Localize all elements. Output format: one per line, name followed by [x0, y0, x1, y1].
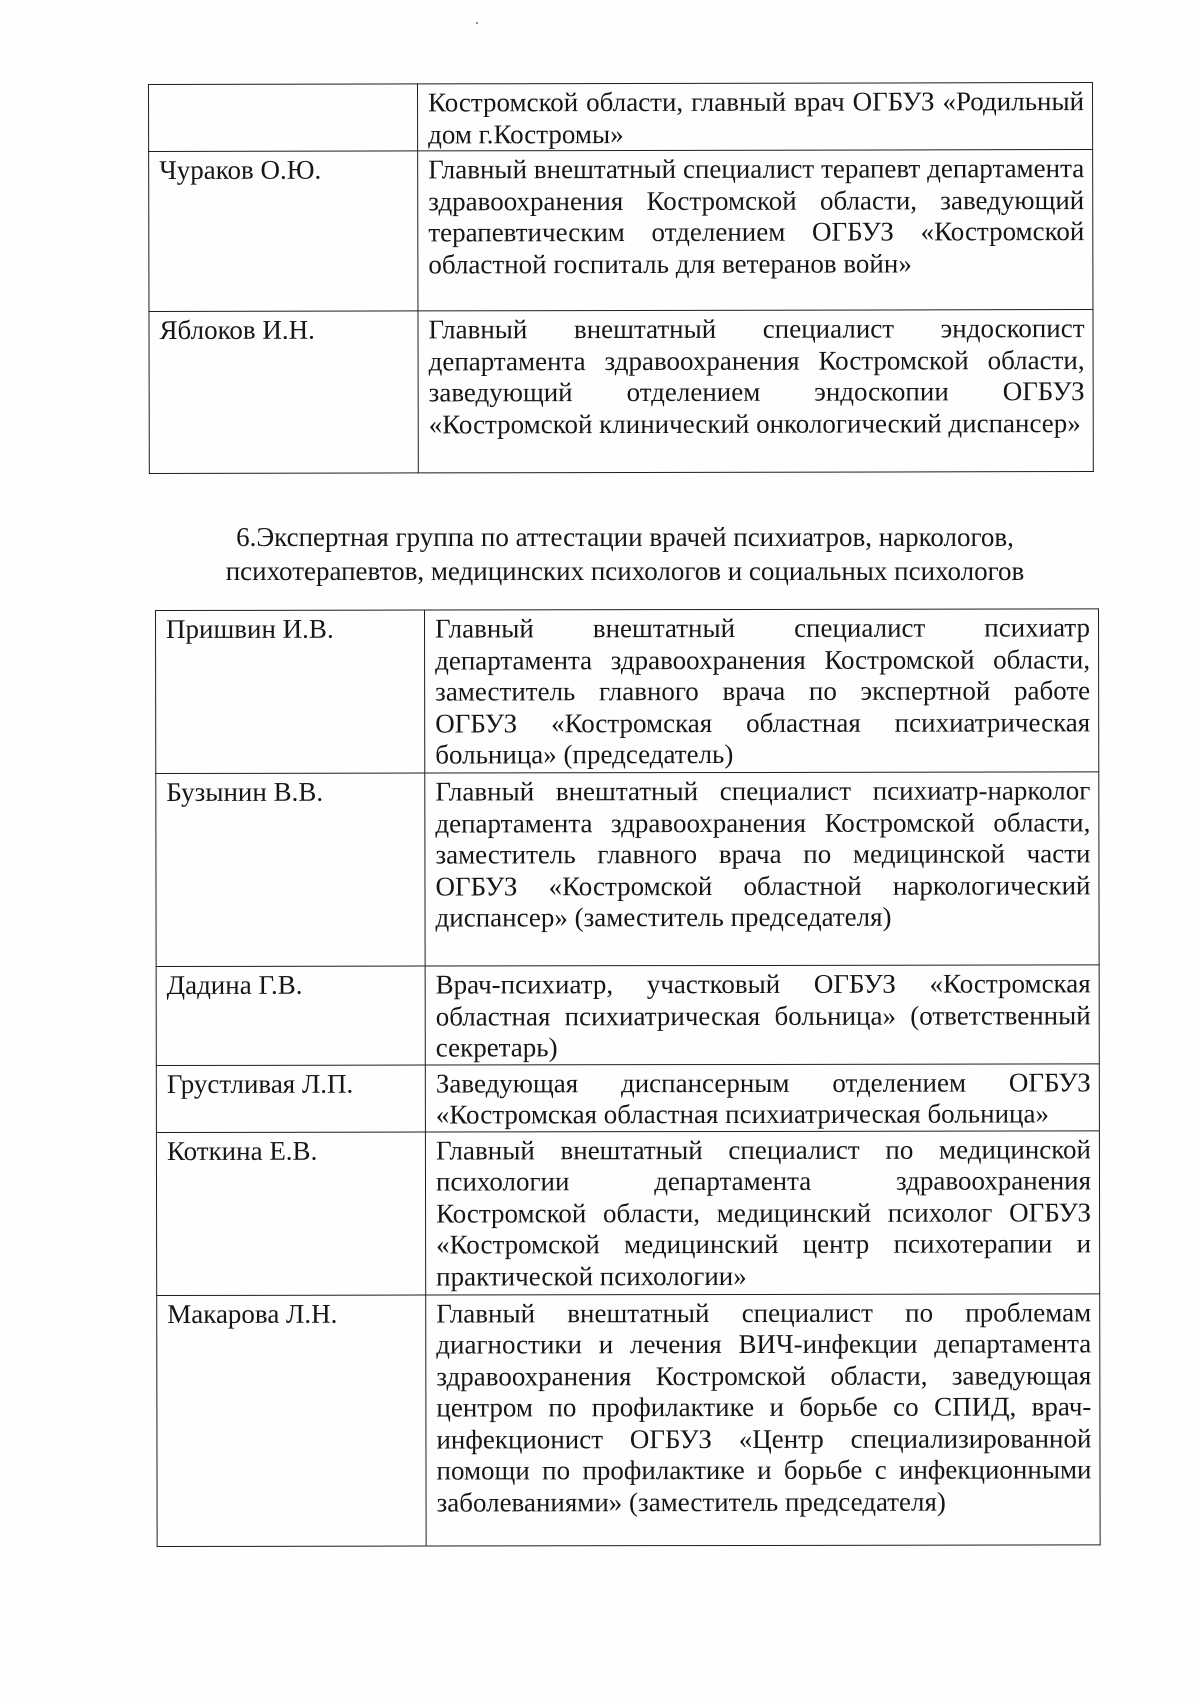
member-position: Врач-психиатр, участковый ОГБУЗ «Костромская областная психиатрическая больница» (ответственный секретарь)	[425, 965, 1099, 1065]
expert-group-6-table	[155, 608, 1101, 1546]
member-position: Главный внештатный специалист психиатр департамента здравоохранения Костромской области, заместитель главного врача по экспертной работе ОГБУЗ «Костромская областная психиатрическая больница» (председатель)	[425, 609, 1099, 773]
member-name: Бузынин В.В.	[156, 773, 425, 966]
table-row	[156, 1130, 1099, 1295]
member-name: Макарова Л.Н.	[157, 1295, 426, 1546]
table-row	[156, 609, 1099, 774]
table-row	[156, 965, 1099, 1065]
experts-table-continued	[148, 82, 1094, 474]
member-name: Яблоков И.Н.	[149, 311, 418, 474]
heading-line-1: 6.Экспертная группа по аттестации врачей психиатров, наркологов,	[236, 522, 1014, 552]
member-position: Главный внештатный специалист по медицинской психологии департамента здравоохранения Костромской области, медицинский психолог ОГБУЗ «Костромской медицинский центр психотерапии и практической психологии»	[425, 1130, 1099, 1294]
member-position: Главный внештатный специалист психиатр-нарколог департамента здравоохранения Костромской области, заместитель главного врача по медицинской части ОГБУЗ «Костромской областной наркологический диспансер» (заместитель председателя)	[425, 772, 1099, 966]
member-name: Пришвин И.В.	[156, 610, 425, 773]
scan-speck	[476, 22, 478, 24]
member-name: Чураков О.Ю.	[149, 151, 418, 312]
member-position: Главный внештатный специалист эндоскопист департамента здравоохранения Костромской области, заведующий отделением эндоскопии ОГБУЗ «Костромской клинический онкологический диспансер»	[418, 310, 1093, 473]
table-row	[156, 1063, 1099, 1132]
member-name	[149, 84, 418, 152]
heading-line-2: психотерапевтов, медицинских психологов и социальных психологов	[225, 556, 1025, 586]
member-position: Главный внештатный специалист терапевт департамента здравоохранения Костромской области, заведующий терапевтическим отделением ОГБУЗ «Костромской областной госпиталь для ветеранов войн»	[418, 150, 1093, 311]
member-name: Грустливая Л.П.	[156, 1065, 425, 1132]
section-heading	[150, 520, 1100, 588]
member-position: Костромской области, главный врач ОГБУЗ «Родильный дом г.Костромы»	[418, 83, 1093, 151]
table-row	[157, 1293, 1100, 1546]
table-row	[149, 83, 1093, 152]
table-row	[149, 310, 1093, 474]
member-name: Коткина Е.В.	[156, 1132, 425, 1295]
table-row	[149, 150, 1093, 312]
member-position: Главный внештатный специалист по проблемам диагностики и лечения ВИЧ-инфекции департамента здравоохранения Костромской области, заведующая центром по профилактике и борьбе со СПИД, врач-инфекционист ОГБУЗ «Центр специализированной помощи по профилактике и борьбе с инфекционными заболеваниями» (заместитель председателя)	[426, 1293, 1100, 1545]
member-position: Заведующая диспансерным отделением ОГБУЗ «Костромская областная психиатрическая больница»	[425, 1063, 1099, 1131]
table-row	[156, 772, 1099, 967]
member-name: Дадина Г.В.	[156, 966, 425, 1065]
